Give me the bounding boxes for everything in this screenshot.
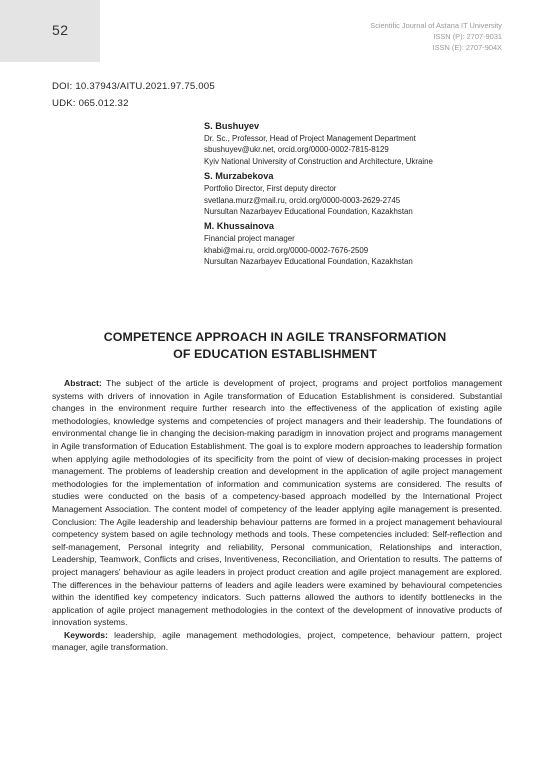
author-affiliation: Nursultan Nazarbayev Educational Foundation, Kazakhstan bbox=[204, 207, 413, 217]
author-name: M. Khussainova bbox=[204, 221, 274, 232]
keywords-text: leadership, agile management methodologies, project, competence, behaviour pattern, project manager, agile transformation. bbox=[52, 629, 502, 653]
abstract-paragraph bbox=[52, 377, 502, 629]
title-line: COMPETENCE APPROACH IN AGILE TRANSFORMATION bbox=[103, 330, 447, 344]
page-number-box bbox=[0, 0, 100, 62]
issn-print: ISSN (P): 2707-9031 bbox=[433, 32, 502, 41]
author-block bbox=[204, 120, 504, 167]
author-position: Financial project manager bbox=[204, 234, 295, 244]
author-name: S. Bushuyev bbox=[204, 121, 260, 131]
title-line: OF EDUCATION ESTABLISHMENT bbox=[173, 346, 377, 361]
doi: DOI: 10.37943/AITU.2021.97.75.005 bbox=[52, 81, 215, 92]
abstract-label: Abstract: bbox=[64, 378, 102, 388]
author-contact: sbushuyev@ukr.net, orcid.org/0000-0002-7815-8129 bbox=[204, 145, 389, 155]
abstract-text: The subject of the article is development of project, programs and project portfolios management systems with drivers of innovation in Agile transformation of Education Establishment is considered. Substantial changes in the environment require further research into the effectiveness of the application of existing agile methodologies, knowledge systems and competencies of project managers and their leadership. The foundations of environmental change lie in changing the decision-making paradigm in innovation project and programs management in Agile transformation of Education Establishment. The goal is to explore modern approaches to leadership formation when applying agile methodologies of its specificity from the point of view of decision-making processes in project management. The problems of leadership creation and development in the application of agile project management methodologies for the implementation of information and communication systems are considered. The results of studies were conducted on the basis of a competency-based approach modelled by the International Project Management Association. The content model of competency of the leader applying agile management is presented. Conclusion: The Agile leadership and leadership behaviour patterns are formed in a project management behavioural competency system based on agile technology methods and tools. These competencies included: Self-reflection and self-management, Personal integrity and reliability, Personal communication, Relationships and interaction, Leadership, Teamwork, Conflicts and crises, Inventiveness, Reconciliation, and Orientation to results. The patterns of project managers' behaviour as agile leaders in project product creation and agile project management are explored. The differences in the behaviour patterns of leaders and agile leaders were examined by behavioural competencies within the identified key competency indicators. Such patterns allowed the authors to identify bottlenecks in the application of agile project management methodologies in the context of the development of innovative products of innovation systems. bbox=[52, 378, 502, 628]
page-number: 52 bbox=[52, 22, 69, 38]
keywords-label: Keywords: bbox=[64, 629, 108, 640]
author-contact: khabi@mai.ru, orcid.org/0000-0002-7676-2509 bbox=[204, 245, 369, 255]
author-name: S. Murzabekova bbox=[204, 171, 274, 182]
author-affiliation: Kyiv National University of Construction and Architecture, Ukraine bbox=[204, 156, 433, 166]
keywords-paragraph bbox=[52, 629, 502, 654]
author-affiliation: Nursultan Nazarbayev Educational Foundation, Kazakhstan bbox=[204, 257, 413, 267]
article-title bbox=[40, 329, 510, 362]
author-list bbox=[204, 120, 504, 271]
author-block bbox=[204, 220, 504, 267]
author-position: Portfolio Director, First deputy director bbox=[204, 184, 337, 194]
author-position: Dr. Sc., Professor, Head of Project Management Department bbox=[204, 134, 416, 143]
udk: UDK: 065.012.32 bbox=[52, 98, 129, 109]
issn-electronic: ISSN (E): 2707-904X bbox=[432, 43, 502, 52]
author-block bbox=[204, 170, 504, 217]
abstract-section bbox=[52, 377, 502, 654]
author-contact: svetlana.murz@mail.ru, orcid.org/0000-0003-2629-2745 bbox=[204, 195, 401, 205]
journal-name: Scientific Journal of Astana IT University bbox=[370, 21, 502, 30]
journal-header bbox=[370, 20, 502, 53]
